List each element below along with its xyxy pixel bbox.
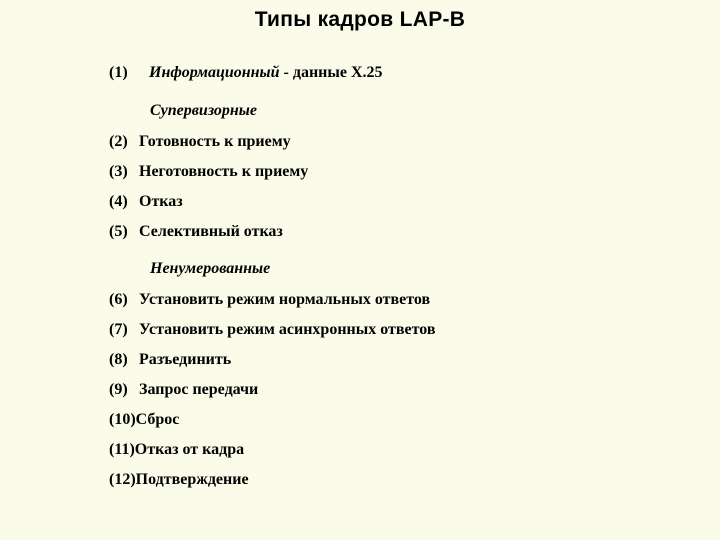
item-text: Неготовность к приему <box>139 163 309 180</box>
list-item <box>109 193 183 211</box>
list-item <box>109 441 244 459</box>
item-number: (10) <box>109 411 136 428</box>
item-text: Отказ от кадра <box>134 441 245 458</box>
item-text: Установить режим асинхронных ответов <box>139 321 436 338</box>
section-heading-supervisory: Супервизорные <box>150 102 257 119</box>
list-item <box>109 471 249 489</box>
item-text: Готовность к приему <box>139 133 291 150</box>
item-text: Сброс <box>135 411 180 428</box>
list-item-info <box>109 64 383 82</box>
item-number: (7) <box>109 321 128 338</box>
item-number: (6) <box>109 291 128 308</box>
item-number: (2) <box>109 133 128 150</box>
list-item <box>109 321 436 339</box>
item-name: Информационный <box>149 64 280 81</box>
item-text: Отказ <box>139 193 183 210</box>
item-number: (1) <box>109 64 128 81</box>
page-title: Типы кадров LAP-B <box>254 8 466 31</box>
list-item <box>109 163 308 181</box>
item-text: - данные X.25 <box>279 64 383 81</box>
item-text: Установить режим нормальных ответов <box>139 291 431 308</box>
list-item <box>109 381 258 399</box>
list-item <box>109 291 430 309</box>
item-number: (11) <box>109 441 135 458</box>
list-item <box>109 411 179 429</box>
item-text: Подтверждение <box>135 471 249 488</box>
item-text: Разъединить <box>139 351 232 368</box>
item-number: (5) <box>109 223 128 240</box>
item-number: (9) <box>109 381 128 398</box>
section-heading-unnumbered: Ненумерованные <box>150 260 271 277</box>
item-number: (4) <box>109 193 128 210</box>
item-number: (3) <box>109 163 128 180</box>
list-item <box>109 133 291 151</box>
item-text: Селективный отказ <box>139 223 283 240</box>
list-item <box>109 223 283 241</box>
item-number: (8) <box>109 351 128 368</box>
item-text: Запрос передачи <box>139 381 259 398</box>
item-number: (12) <box>109 471 136 488</box>
list-item <box>109 351 231 369</box>
